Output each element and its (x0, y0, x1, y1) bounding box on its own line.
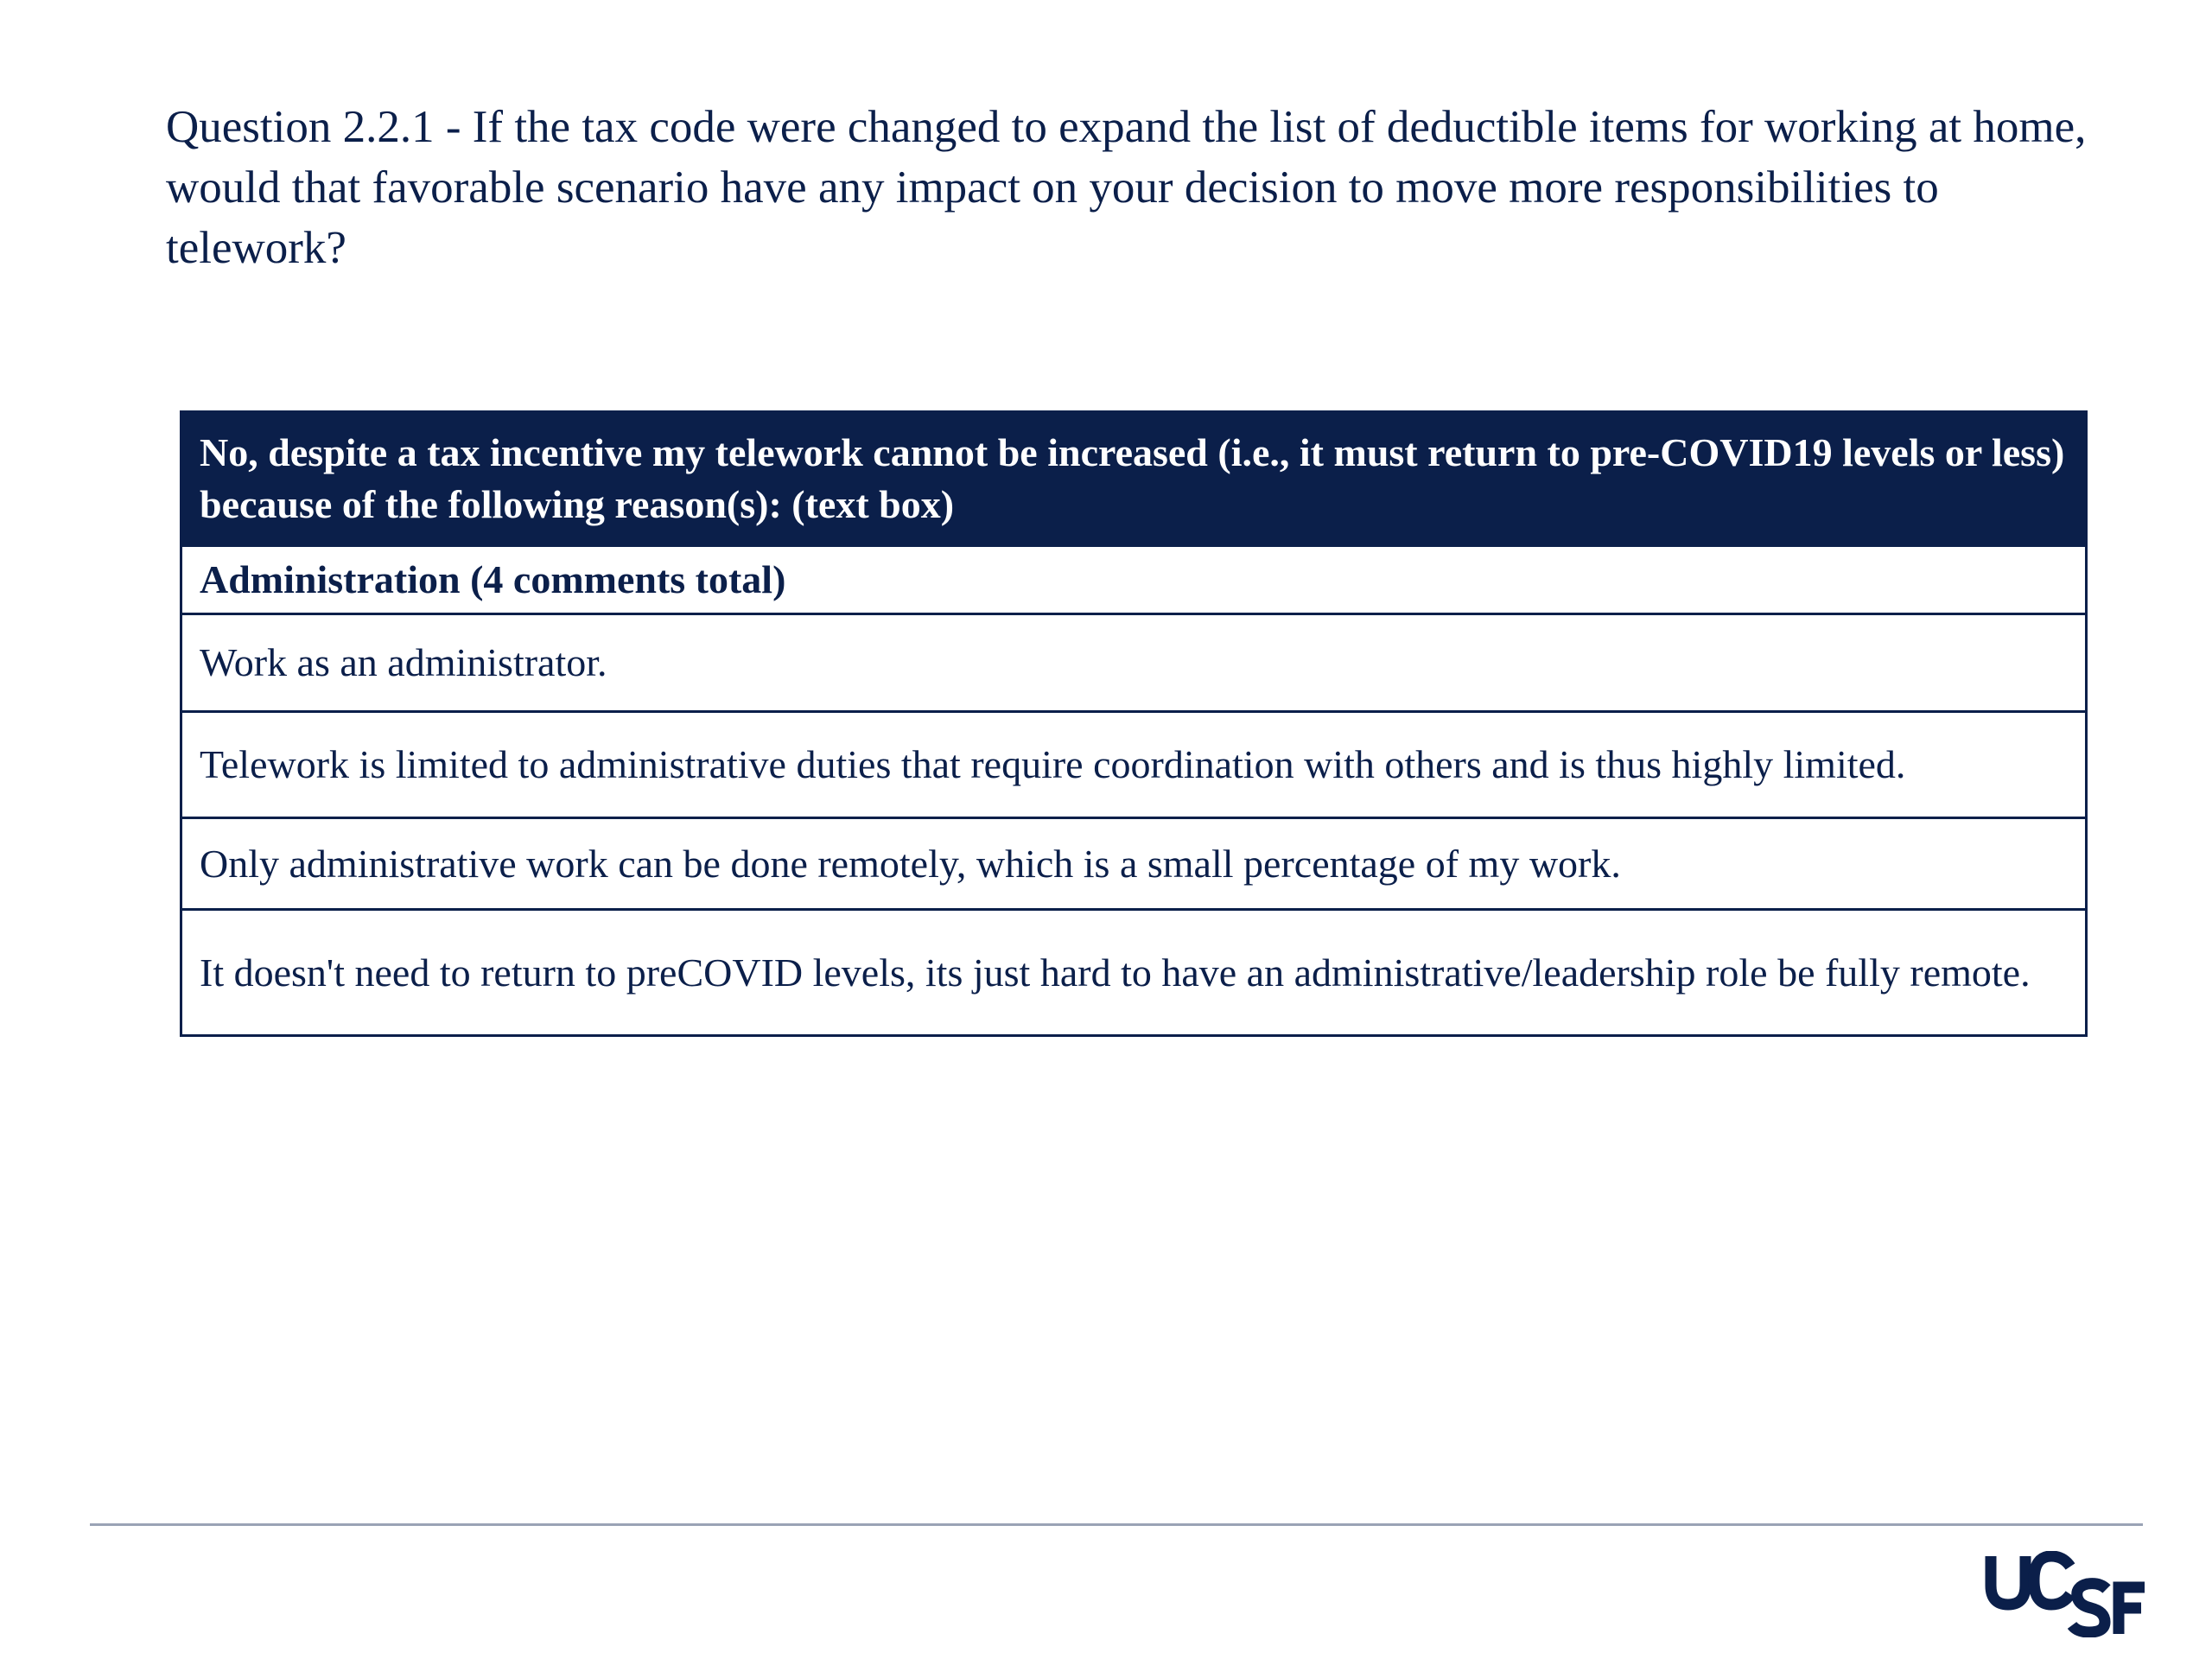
comment-cell: Telework is limited to administrative duties that require coordination with others and is thus highly limited. (181, 712, 2087, 818)
ucsf-logo (1984, 1551, 2148, 1637)
table-header: No, despite a tax incentive my telework cannot be increased (i.e., it must return to pre-COVID19 levels or less) because of the following reason(s): (text box) (181, 412, 2087, 546)
table-row (181, 818, 2087, 910)
comment-cell: Only administrative work can be done remotely, which is a small percentage of my work. (181, 818, 2087, 910)
comment-cell: Work as an administrator. (181, 614, 2087, 712)
table-header-row (181, 412, 2087, 546)
comment-cell: It doesn't need to return to preCOVID levels, its just hard to have an administrative/leadership role be fully remote. (181, 910, 2087, 1036)
group-row (181, 546, 2087, 614)
table-row (181, 614, 2087, 712)
table-row (181, 712, 2087, 818)
question-text: Question 2.2.1 - If the tax code were changed to expand the list of deductible items for working at home, would that favorable scenario have any impact on your decision to move more responsibilities to telework? (166, 102, 2087, 273)
table-row (181, 910, 2087, 1036)
footer-divider (90, 1523, 2143, 1526)
group-label: Administration (4 comments total) (181, 546, 2087, 614)
comments-table (180, 410, 2088, 1037)
